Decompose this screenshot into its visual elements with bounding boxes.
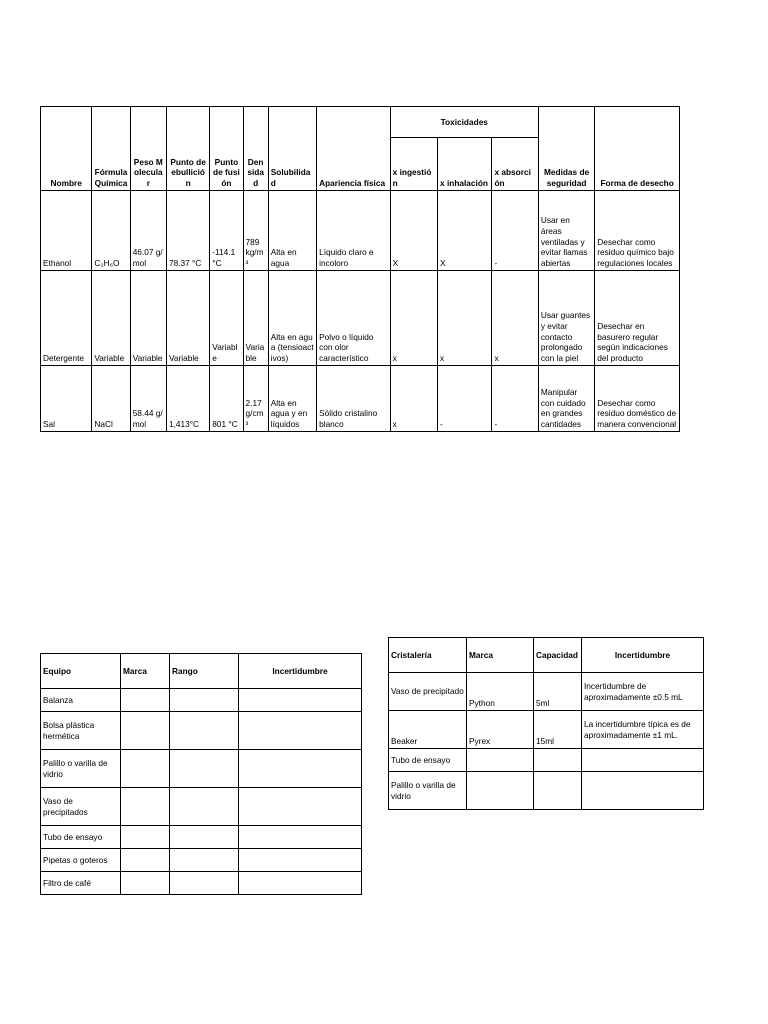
cell-equipo: Filtro de café xyxy=(41,872,121,895)
cell-peso: 58.44 g/mol xyxy=(130,366,166,432)
cell-equipo: Pipetas o goteros xyxy=(41,849,121,872)
cell-densidad: 789 kg/m³ xyxy=(243,191,268,271)
cell-solubilidad: Alta en agua y en líquidos xyxy=(268,366,316,432)
table-row xyxy=(41,689,362,712)
header-formula: Fórmula Química xyxy=(92,107,130,191)
chemical-properties-table xyxy=(40,106,680,432)
header-rango: Rango xyxy=(170,654,239,689)
cell-capacidad xyxy=(534,749,582,772)
cell-incertidumbre xyxy=(239,849,362,872)
cell-apariencia: Polvo o líquido con olor característico xyxy=(317,271,391,366)
cell-marca xyxy=(121,689,170,712)
cell-equipo: Vaso de precipitados xyxy=(41,788,121,826)
header-tox-absorcion: x absorción xyxy=(492,138,538,191)
cell-rango xyxy=(170,872,239,895)
cell-incertidumbre xyxy=(239,788,362,826)
cell-ebullicion: Variable xyxy=(166,271,209,366)
cell-rango xyxy=(170,849,239,872)
cell-equipo: Bolsa plástica hermética xyxy=(41,712,121,750)
cell-incertidumbre: Incertidumbre de aproximadamente ±0.5 mL xyxy=(582,673,704,711)
cell-marca xyxy=(121,872,170,895)
header-marca: Marca xyxy=(121,654,170,689)
cell-equipo: Tubo de ensayo xyxy=(41,826,121,849)
cell-marca xyxy=(121,849,170,872)
table-row xyxy=(41,366,680,432)
table-row xyxy=(41,849,362,872)
cell-inhalacion: - xyxy=(438,366,492,432)
header-solubilidad: Solubilidad xyxy=(268,107,316,191)
cell-densidad: 2.17 g/cm³ xyxy=(243,366,268,432)
cell-medidas: Usar guantes y evitar contacto prolongado con la piel xyxy=(538,271,594,366)
cell-formula: Variable xyxy=(92,271,130,366)
cell-nombre: Ethanol xyxy=(41,191,92,271)
table-row xyxy=(41,271,680,366)
cell-incertidumbre xyxy=(239,689,362,712)
cell-incertidumbre xyxy=(239,712,362,750)
header-peso: Peso Molecular xyxy=(130,107,166,191)
cell-fusion: 801 °C xyxy=(210,366,243,432)
cell-absorcion: - xyxy=(492,366,538,432)
cell-fusion: -114.1 °C xyxy=(210,191,243,271)
cell-marca xyxy=(121,826,170,849)
cell-cristaleria: Beaker xyxy=(389,711,467,749)
equip-header-row xyxy=(41,654,362,689)
table-row xyxy=(41,712,362,750)
cell-formula: NaCl xyxy=(92,366,130,432)
cell-capacidad: 5ml xyxy=(534,673,582,711)
cell-apariencia: Sólido cristalino blanco xyxy=(317,366,391,432)
cell-ingestion: x xyxy=(390,366,437,432)
header-fusion: Punto de fusión xyxy=(210,107,243,191)
header-medidas: Medidas de seguridad xyxy=(538,107,594,191)
header-equipo: Equipo xyxy=(41,654,121,689)
chem-header-row-top xyxy=(41,107,680,138)
table-row xyxy=(41,788,362,826)
cell-fusion: Variable xyxy=(210,271,243,366)
table-row xyxy=(389,749,704,772)
cell-cristaleria: Palillo o varilla de vidrio xyxy=(389,772,467,810)
cell-formula: C₂H₆O xyxy=(92,191,130,271)
cell-desecho: Desechar en basurero regular según indicaciones del producto xyxy=(595,271,680,366)
cell-incertidumbre xyxy=(582,749,704,772)
cell-medidas: Manipular con cuidado en grandes cantidades xyxy=(538,366,594,432)
cell-peso: 46.07 g/mol xyxy=(130,191,166,271)
header-desecho: Forma de desecho xyxy=(595,107,680,191)
cell-rango xyxy=(170,750,239,788)
header-densidad: Densidad xyxy=(243,107,268,191)
cell-apariencia: Líquido claro e incoloro xyxy=(317,191,391,271)
header-capacidad: Capacidad xyxy=(534,638,582,673)
header-tox-ingestion: x ingestión xyxy=(390,138,437,191)
cell-absorcion: x xyxy=(492,271,538,366)
cell-equipo: Balanza xyxy=(41,689,121,712)
cell-marca xyxy=(121,712,170,750)
cell-marca: Python xyxy=(467,673,534,711)
cell-capacidad: 15ml xyxy=(534,711,582,749)
cell-rango xyxy=(170,788,239,826)
cell-inhalacion: x xyxy=(438,271,492,366)
glass-header-row xyxy=(389,638,704,673)
cell-marca xyxy=(121,788,170,826)
header-nombre: Nombre xyxy=(41,107,92,191)
cell-nombre: Detergente xyxy=(41,271,92,366)
header-cristaleria: Cristalería xyxy=(389,638,467,673)
cell-solubilidad: Alta en agua xyxy=(268,191,316,271)
glassware-table xyxy=(388,637,704,810)
header-incertidumbre: Incertidumbre xyxy=(582,638,704,673)
table-row xyxy=(389,711,704,749)
header-tox-inhalacion: x inhalación xyxy=(438,138,492,191)
header-incertidumbre: Incertidumbre xyxy=(239,654,362,689)
cell-rango xyxy=(170,712,239,750)
cell-nombre: Sal xyxy=(41,366,92,432)
cell-incertidumbre xyxy=(239,826,362,849)
header-ebullicion: Punto de ebullición xyxy=(166,107,209,191)
cell-ingestion: X xyxy=(390,191,437,271)
cell-medidas: Usar en áreas ventiladas y evitar llamas abiertas xyxy=(538,191,594,271)
cell-incertidumbre xyxy=(582,772,704,810)
table-row xyxy=(41,191,680,271)
cell-marca xyxy=(467,772,534,810)
cell-marca: Pyrex xyxy=(467,711,534,749)
cell-densidad: Variable xyxy=(243,271,268,366)
cell-ebullicion: 78.37 °C xyxy=(166,191,209,271)
cell-ingestion: x xyxy=(390,271,437,366)
table-row xyxy=(389,772,704,810)
cell-absorcion: - xyxy=(492,191,538,271)
table-row xyxy=(389,673,704,711)
header-apariencia: Apariencia física xyxy=(317,107,391,191)
header-marca: Marca xyxy=(467,638,534,673)
cell-rango xyxy=(170,826,239,849)
cell-incertidumbre xyxy=(239,750,362,788)
table-row xyxy=(41,872,362,895)
cell-solubilidad: Alta en agua (tensioactivos) xyxy=(268,271,316,366)
cell-desecho: Desechar como residuo doméstico de manera convencional xyxy=(595,366,680,432)
cell-cristaleria: Tubo de ensayo xyxy=(389,749,467,772)
cell-inhalacion: X xyxy=(438,191,492,271)
cell-marca xyxy=(467,749,534,772)
cell-cristaleria: Vaso de precipitado xyxy=(389,673,467,711)
equipment-table xyxy=(40,653,362,895)
cell-ebullicion: 1,413°C xyxy=(166,366,209,432)
cell-desecho: Desechar como residuo químico bajo regulaciones locales xyxy=(595,191,680,271)
cell-marca xyxy=(121,750,170,788)
table-row xyxy=(41,826,362,849)
cell-equipo: Palillo o varilla de vidrio xyxy=(41,750,121,788)
cell-incertidumbre xyxy=(239,872,362,895)
header-toxicidades: Toxicidades xyxy=(390,107,538,138)
cell-incertidumbre: La incertidumbre típica es de aproximadamente ±1 mL. xyxy=(582,711,704,749)
table-row xyxy=(41,750,362,788)
cell-capacidad xyxy=(534,772,582,810)
cell-peso: Variable xyxy=(130,271,166,366)
cell-rango xyxy=(170,689,239,712)
